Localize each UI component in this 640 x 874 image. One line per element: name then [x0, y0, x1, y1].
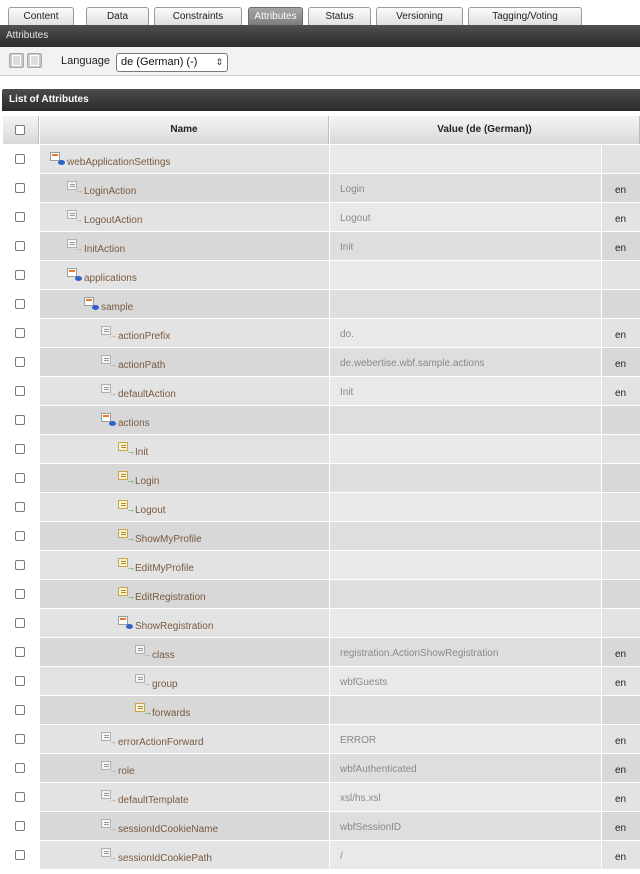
row-checkbox[interactable] — [15, 241, 25, 251]
tab-bar — [0, 0, 640, 25]
row-select-cell — [3, 696, 39, 724]
name-cell — [40, 580, 329, 608]
attribute-name: role — [118, 766, 135, 777]
table-row — [3, 406, 640, 435]
list-header — [2, 89, 640, 111]
language-cell — [602, 812, 640, 840]
value-language: en — [615, 823, 627, 834]
table-row — [3, 464, 640, 493]
attributes-table — [3, 116, 640, 870]
attribute-name: applications — [84, 273, 137, 284]
language-cell — [602, 522, 640, 550]
table-row — [3, 290, 640, 319]
attribute-icon: → — [67, 210, 83, 224]
attribute-name: Login — [135, 476, 160, 487]
table-row — [3, 232, 640, 261]
tree-node[interactable] — [67, 261, 137, 289]
language-cell — [602, 638, 640, 666]
attribute-icon: → — [101, 848, 117, 862]
row-select-cell — [3, 435, 39, 463]
tab-versioning[interactable]: Versioning — [376, 7, 463, 25]
value-language: en — [615, 736, 627, 747]
value-language: en — [615, 330, 627, 341]
attribute-value: do. — [340, 329, 354, 340]
table-row — [3, 145, 640, 174]
value-language: en — [615, 243, 627, 254]
attribute-name: actionPath — [118, 360, 166, 371]
action-attribute-icon: → — [118, 471, 134, 485]
row-checkbox[interactable] — [15, 357, 25, 367]
attribute-name: sessionIdCookiePath — [118, 853, 212, 864]
attribute-icon: → — [101, 761, 117, 775]
attribute-name: LogoutAction — [84, 215, 143, 226]
action-attribute-icon: → — [118, 558, 134, 572]
row-checkbox[interactable] — [15, 473, 25, 483]
row-checkbox[interactable] — [15, 183, 25, 193]
tree-node[interactable] — [101, 319, 170, 347]
select-all-checkbox[interactable] — [15, 125, 25, 135]
language-cell — [602, 754, 640, 782]
table-row — [3, 609, 640, 638]
tree-node[interactable] — [135, 667, 178, 695]
value-language: en — [615, 388, 627, 399]
value-cell[interactable] — [330, 377, 601, 405]
value-column-label: Value (de (German)) — [437, 124, 532, 135]
row-select-cell — [3, 812, 39, 840]
row-select-cell — [3, 580, 39, 608]
value-language: en — [615, 794, 627, 805]
attribute-icon: → — [135, 674, 151, 688]
attribute-name: Logout — [135, 505, 166, 516]
value-cell[interactable] — [330, 638, 601, 666]
table-row — [3, 493, 640, 522]
attribute-icon: → — [101, 326, 117, 340]
value-cell[interactable] — [330, 319, 601, 347]
value-cell[interactable] — [330, 667, 601, 695]
tree-node[interactable] — [118, 493, 166, 521]
name-cell — [40, 696, 329, 724]
language-cell — [602, 174, 640, 202]
language-cell — [602, 841, 640, 869]
row-checkbox[interactable] — [15, 212, 25, 222]
attribute-group-icon — [118, 616, 134, 630]
row-checkbox[interactable] — [15, 850, 25, 860]
value-cell[interactable] — [330, 493, 601, 521]
table-row — [3, 725, 640, 754]
tree-node[interactable] — [135, 696, 190, 724]
value-language: en — [615, 649, 627, 660]
attribute-icon: → — [101, 384, 117, 398]
row-checkbox[interactable] — [15, 502, 25, 512]
attribute-name: Init — [135, 447, 149, 458]
value-cell[interactable] — [330, 783, 601, 811]
table-row — [3, 348, 640, 377]
row-checkbox[interactable] — [15, 270, 25, 280]
value-cell[interactable] — [330, 348, 601, 376]
row-select-cell — [3, 522, 39, 550]
value-cell[interactable] — [330, 754, 601, 782]
attribute-value: wbfSessionID — [340, 822, 402, 833]
attribute-name: actionPrefix — [118, 331, 171, 342]
row-checkbox[interactable] — [15, 444, 25, 454]
language-select-value: de (German) (-) — [121, 56, 198, 68]
name-cell — [40, 551, 329, 579]
tab-data[interactable]: Data — [86, 7, 149, 25]
attribute-icon: → — [101, 732, 117, 746]
table-row — [3, 696, 640, 725]
row-select-cell — [3, 754, 39, 782]
value-cell[interactable] — [330, 261, 601, 289]
name-cell — [40, 464, 329, 492]
name-cell — [40, 638, 329, 666]
tree-node[interactable] — [84, 290, 133, 318]
attribute-value: xsl/hs.xsl — [340, 793, 381, 804]
tab-constraints[interactable]: Constraints — [154, 7, 242, 25]
language-cell — [602, 609, 640, 637]
language-cell — [602, 783, 640, 811]
attribute-name: ShowMyProfile — [135, 534, 202, 545]
tree-node[interactable] — [101, 377, 176, 405]
row-checkbox[interactable] — [15, 531, 25, 541]
row-select-cell — [3, 667, 39, 695]
name-cell — [40, 290, 329, 318]
row-checkbox[interactable] — [15, 328, 25, 338]
table-row — [3, 667, 640, 696]
tree-node[interactable] — [118, 435, 148, 463]
language-label: Language — [61, 55, 110, 67]
name-column-label: Name — [170, 124, 198, 135]
tree-node[interactable] — [101, 812, 218, 840]
row-select-cell — [3, 551, 39, 579]
table-row — [3, 551, 640, 580]
name-cell — [40, 493, 329, 521]
attribute-value: wbfGuests — [340, 677, 388, 688]
row-checkbox[interactable] — [15, 386, 25, 396]
attribute-name: sessionIdCookieName — [118, 824, 219, 835]
value-cell[interactable] — [330, 232, 601, 260]
value-language: en — [615, 765, 627, 776]
name-cell — [40, 754, 329, 782]
attribute-group-icon — [67, 268, 83, 282]
language-cell — [602, 406, 640, 434]
table-row — [3, 174, 640, 203]
tree-node[interactable] — [118, 464, 159, 492]
attribute-group-icon — [84, 297, 100, 311]
row-select-cell — [3, 203, 39, 231]
value-cell[interactable] — [330, 725, 601, 753]
table-row — [3, 522, 640, 551]
name-cell — [40, 174, 329, 202]
tree-node[interactable] — [101, 754, 135, 782]
language-cell — [602, 261, 640, 289]
row-select-cell — [3, 493, 39, 521]
row-select-cell — [3, 348, 39, 376]
value-cell[interactable] — [330, 580, 601, 608]
paste-icon[interactable] — [27, 53, 42, 68]
attribute-icon: → — [101, 819, 117, 833]
table-header-row — [3, 116, 640, 145]
tree-node[interactable] — [50, 145, 170, 173]
row-select-cell — [3, 841, 39, 869]
name-cell — [40, 522, 329, 550]
row-select-cell — [3, 174, 39, 202]
value-cell[interactable] — [330, 522, 601, 550]
row-checkbox[interactable] — [15, 647, 25, 657]
name-cell — [40, 145, 329, 173]
attribute-name: LoginAction — [84, 186, 137, 197]
name-cell — [40, 841, 329, 869]
row-checkbox[interactable] — [15, 676, 25, 686]
value-cell[interactable] — [330, 435, 601, 463]
tree-node[interactable] — [101, 348, 165, 376]
language-cell — [602, 435, 640, 463]
value-language: en — [615, 852, 627, 863]
attribute-name: class — [152, 650, 175, 661]
language-cell — [602, 145, 640, 173]
attribute-name: ShowRegistration — [135, 621, 214, 632]
row-select-cell — [3, 464, 39, 492]
toolbar — [0, 47, 640, 76]
tab-content[interactable]: Content — [8, 7, 74, 25]
row-select-cell — [3, 232, 39, 260]
language-cell — [602, 290, 640, 318]
value-cell[interactable] — [330, 841, 601, 869]
attribute-value: registration.ActionShowRegistration — [340, 648, 499, 659]
name-cell — [40, 783, 329, 811]
name-column-header[interactable] — [40, 116, 329, 144]
attribute-icon: → — [101, 790, 117, 804]
value-cell[interactable] — [330, 290, 601, 318]
row-select-cell — [3, 377, 39, 405]
row-select-cell — [3, 290, 39, 318]
name-cell — [40, 261, 329, 289]
row-checkbox[interactable] — [15, 154, 25, 164]
name-cell — [40, 435, 329, 463]
value-cell[interactable] — [330, 174, 601, 202]
language-cell — [602, 377, 640, 405]
attribute-name: actions — [118, 418, 150, 429]
language-cell — [602, 580, 640, 608]
row-select-cell — [3, 725, 39, 753]
tree-node[interactable] — [67, 203, 142, 231]
attribute-name: defaultTemplate — [118, 795, 189, 806]
row-checkbox[interactable] — [15, 618, 25, 628]
attribute-name: EditRegistration — [135, 592, 206, 603]
language-cell — [602, 667, 640, 695]
table-row — [3, 812, 640, 841]
row-select-cell — [3, 609, 39, 637]
value-language: en — [615, 185, 627, 196]
table-row — [3, 754, 640, 783]
row-checkbox[interactable] — [15, 415, 25, 425]
value-cell[interactable] — [330, 609, 601, 637]
attribute-value: wbfAuthenticated — [340, 764, 417, 775]
name-cell — [40, 667, 329, 695]
row-select-cell — [3, 145, 39, 173]
attribute-icon: → — [101, 355, 117, 369]
row-select-cell — [3, 406, 39, 434]
attribute-group-icon — [101, 413, 117, 427]
row-checkbox[interactable] — [15, 763, 25, 773]
row-checkbox[interactable] — [15, 299, 25, 309]
value-language: en — [615, 678, 627, 689]
tree-node[interactable] — [101, 406, 150, 434]
attributes-header — [0, 25, 640, 47]
attribute-name: EditMyProfile — [135, 563, 194, 574]
tree-node[interactable] — [118, 580, 206, 608]
table-row — [3, 261, 640, 290]
name-cell — [40, 812, 329, 840]
action-attribute-icon: → — [118, 500, 134, 514]
table-row — [3, 377, 640, 406]
tree-node[interactable] — [67, 232, 125, 260]
tree-node[interactable] — [67, 174, 136, 202]
tree-node[interactable] — [101, 725, 204, 753]
attribute-icon: → — [135, 645, 151, 659]
language-cell — [602, 232, 640, 260]
attribute-value: de.webertise.wbf.sample.actions — [340, 358, 485, 369]
tree-node[interactable] — [135, 638, 175, 666]
list-title: List of Attributes — [9, 94, 89, 105]
value-cell[interactable] — [330, 812, 601, 840]
attribute-name: defaultAction — [118, 389, 176, 400]
table-row — [3, 203, 640, 232]
tab-attributes[interactable]: Attributes — [248, 7, 303, 25]
table-row — [3, 638, 640, 667]
value-cell[interactable] — [330, 551, 601, 579]
language-cell — [602, 464, 640, 492]
name-cell — [40, 319, 329, 347]
name-cell — [40, 232, 329, 260]
value-language: en — [615, 359, 627, 370]
table-row — [3, 319, 640, 348]
language-select[interactable] — [116, 53, 228, 72]
attributes-header-title: Attributes — [6, 30, 49, 41]
name-cell — [40, 609, 329, 637]
language-cell — [602, 696, 640, 724]
row-checkbox[interactable] — [15, 560, 25, 570]
value-column-header[interactable] — [330, 116, 640, 144]
row-checkbox[interactable] — [15, 734, 25, 744]
value-cell[interactable] — [330, 145, 601, 173]
language-cell — [602, 319, 640, 347]
action-attribute-icon: → — [118, 587, 134, 601]
tab-status[interactable]: Status — [308, 7, 371, 25]
attribute-icon: → — [67, 181, 83, 195]
attribute-value: Logout — [340, 213, 371, 224]
tree-node[interactable] — [118, 551, 194, 579]
tree-node[interactable] — [101, 841, 212, 869]
value-cell[interactable] — [330, 696, 601, 724]
table-row — [3, 580, 640, 609]
attribute-value: / — [340, 851, 343, 862]
name-cell — [40, 725, 329, 753]
tree-node[interactable] — [118, 522, 202, 550]
language-cell — [602, 493, 640, 521]
table-row — [3, 841, 640, 870]
name-cell — [40, 377, 329, 405]
row-select-cell — [3, 638, 39, 666]
copy-icon[interactable] — [9, 53, 24, 68]
attribute-name: errorActionForward — [118, 737, 204, 748]
table-row — [3, 435, 640, 464]
language-cell — [602, 725, 640, 753]
attribute-value: ERROR — [340, 735, 377, 746]
value-cell[interactable] — [330, 203, 601, 231]
value-cell[interactable] — [330, 464, 601, 492]
language-cell — [602, 348, 640, 376]
attribute-name: InitAction — [84, 244, 126, 255]
table-row — [3, 783, 640, 812]
select-all-cell — [3, 116, 39, 144]
name-cell — [40, 348, 329, 376]
attribute-value: Init — [340, 387, 354, 398]
row-checkbox[interactable] — [15, 589, 25, 599]
action-attribute-icon: → — [135, 703, 151, 717]
tab-tagging-voting[interactable]: Tagging/Voting — [468, 7, 582, 25]
attribute-value: Login — [340, 184, 365, 195]
name-cell — [40, 203, 329, 231]
action-attribute-icon: → — [118, 529, 134, 543]
row-checkbox[interactable] — [15, 821, 25, 831]
name-cell — [40, 406, 329, 434]
language-cell — [602, 203, 640, 231]
row-checkbox[interactable] — [15, 792, 25, 802]
tree-node[interactable] — [101, 783, 189, 811]
attribute-group-icon — [50, 152, 66, 166]
row-checkbox[interactable] — [15, 705, 25, 715]
row-select-cell — [3, 783, 39, 811]
attribute-value: Init — [340, 242, 354, 253]
select-arrows-icon: ⇕ — [215, 57, 223, 67]
attribute-icon: → — [67, 239, 83, 253]
attribute-name: webApplicationSettings — [67, 157, 171, 168]
action-attribute-icon: → — [118, 442, 134, 456]
value-cell[interactable] — [330, 406, 601, 434]
row-select-cell — [3, 261, 39, 289]
row-select-cell — [3, 319, 39, 347]
attribute-name: group — [152, 679, 178, 690]
value-language: en — [615, 214, 627, 225]
attribute-name: sample — [101, 302, 134, 313]
attribute-name: forwards — [152, 708, 191, 719]
language-cell — [602, 551, 640, 579]
tree-node[interactable] — [118, 609, 213, 637]
